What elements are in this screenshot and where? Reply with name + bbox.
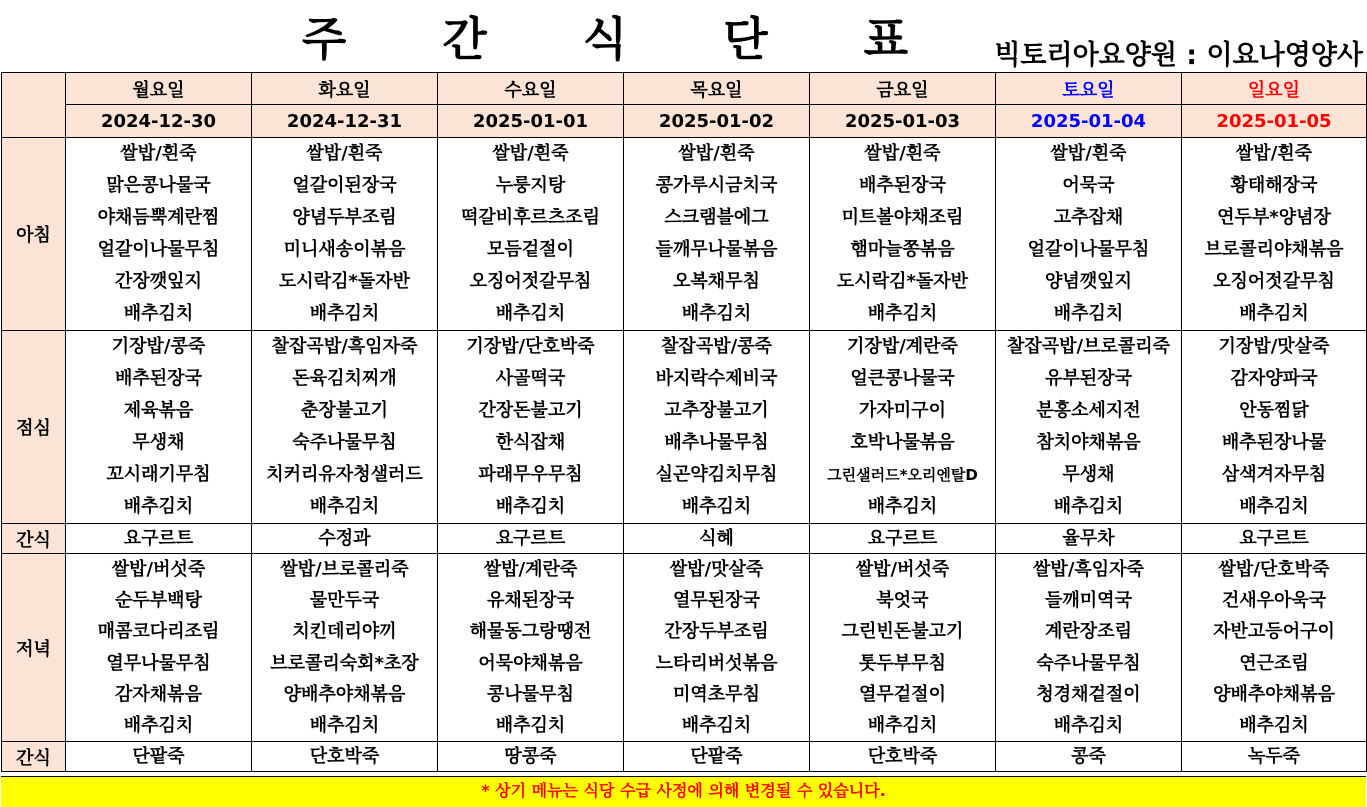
menu-item: 바지락수제비국 <box>655 368 778 389</box>
menu-item: 쌀밥/맛살죽 <box>669 559 764 580</box>
snack-item: 땅콩죽 <box>438 742 624 772</box>
snack-item: 요구르트 <box>1182 524 1367 554</box>
menu-item: 북엇국 <box>876 590 929 612</box>
menu-item: 간장깻잎지 <box>115 271 202 292</box>
snack-item: 수정과 <box>252 524 438 554</box>
menu-item: 숙주나물무침 <box>292 432 397 453</box>
menu-item: 가자미구이 <box>859 400 946 421</box>
day-name: 금요일 <box>810 73 996 105</box>
menu-item: 감자양파국 <box>1230 368 1318 389</box>
menu-item: 치킨데리야끼 <box>292 621 397 643</box>
menu-item: 돈육김치찌개 <box>292 368 397 389</box>
menu-item: 그린빈돈불고기 <box>841 621 964 643</box>
date-row <box>2 105 1367 138</box>
menu-item: 열무겉절이 <box>859 683 946 705</box>
menu-item: 호박나물볶음 <box>850 432 955 453</box>
menu-item: 찰잡곡밥/흑임자죽 <box>271 336 418 357</box>
menu-item: 스크램블에그 <box>664 207 769 228</box>
menu-item: 양념깻잎지 <box>1045 271 1132 292</box>
breakfast-menu-cell <box>1182 138 1367 331</box>
menu-item: 연근조림 <box>1239 652 1309 674</box>
day-name: 월요일 <box>66 73 252 105</box>
menu-item: 황태해장국 <box>1230 175 1318 196</box>
menu-item: 도시락김*돌자반 <box>278 271 411 292</box>
day-name-row <box>2 73 1367 105</box>
menu-item: 양배추야채볶음 <box>1213 683 1335 705</box>
menu-item: 배추김치 <box>1053 496 1124 517</box>
menu-item: 유채된장국 <box>487 590 574 612</box>
day-name: 화요일 <box>252 73 438 105</box>
menu-item: 무생채 <box>1062 464 1115 485</box>
dinner-menu-cell <box>66 554 252 742</box>
menu-item: 감자채볶음 <box>115 683 202 705</box>
menu-item: 자반고등어구이 <box>1213 621 1335 643</box>
menu-item: 배추김치 <box>1053 714 1124 736</box>
weekly-menu-table <box>1 72 1367 772</box>
menu-item: 치커리유자청샐러드 <box>266 464 423 485</box>
date: 2024-12-31 <box>252 105 438 138</box>
lunch-label: 점심 <box>2 331 66 524</box>
snack-item: 단호박죽 <box>810 742 996 772</box>
menu-item: 간장두부조림 <box>664 621 769 643</box>
menu-item: 미트볼야채조림 <box>841 207 964 228</box>
snack-item: 요구르트 <box>810 524 996 554</box>
menu-item: 콩나물무침 <box>487 683 574 705</box>
menu-item: 숙주나물무침 <box>1036 652 1141 674</box>
menu-item: 참치야채볶음 <box>1036 432 1141 453</box>
menu-item: 햄마늘쫑볶음 <box>850 239 955 260</box>
menu-item: 배추김치 <box>123 714 194 736</box>
menu-item: 맑은콩나물국 <box>106 175 211 196</box>
menu-item: 연두부*양념장 <box>1217 207 1331 228</box>
snack-item: 단팥죽 <box>66 742 252 772</box>
menu-item: 들깨미역국 <box>1045 590 1132 612</box>
menu-item: 콩가루시금치국 <box>655 175 778 196</box>
menu-item: 오징어젓갈무침 <box>1213 271 1335 292</box>
menu-item: 쌀밥/계란죽 <box>483 559 578 580</box>
menu-item: 쌀밥/흰죽 <box>120 143 197 164</box>
snack-item: 콩죽 <box>996 742 1182 772</box>
day-name: 목요일 <box>624 73 810 105</box>
menu-item: 쌀밥/브로콜리죽 <box>280 559 409 580</box>
menu-item: 배추된장국 <box>115 368 202 389</box>
dinner-menu-cell <box>624 554 810 742</box>
menu-item: 브로콜리숙회*초장 <box>270 652 419 674</box>
breakfast-menu-cell <box>252 138 438 331</box>
menu-item: 청경채겉절이 <box>1036 683 1141 705</box>
snack-item: 녹두죽 <box>1182 742 1367 772</box>
dinner-menu-cell <box>1182 554 1367 742</box>
date: 2024-12-30 <box>66 105 252 138</box>
menu-item: 배추김치 <box>681 496 752 517</box>
menu-item: 쌀밥/단호박죽 <box>1218 559 1330 580</box>
menu-item: 안동찜닭 <box>1239 400 1309 421</box>
breakfast-menu-cell <box>66 138 252 331</box>
breakfast-menu-cell <box>438 138 624 331</box>
menu-item: 배추김치 <box>309 714 380 736</box>
snack-item: 요구르트 <box>438 524 624 554</box>
menu-item: 얼큰콩나물국 <box>850 368 955 389</box>
breakfast-row <box>2 138 1367 331</box>
menu-item: 얼갈이나물무침 <box>1027 239 1150 260</box>
breakfast-menu-cell <box>810 138 996 331</box>
snack-item: 요구르트 <box>66 524 252 554</box>
notice-banner: * 상기 메뉴는 식당 수급 사정에 의해 변경될 수 있습니다. <box>1 776 1366 807</box>
menu-item: 배추김치 <box>495 496 566 517</box>
menu-item: 배추김치 <box>495 714 566 736</box>
breakfast-menu-cell <box>624 138 810 331</box>
menu-item: 순두부백탕 <box>115 590 202 612</box>
menu-item: 기장밥/콩죽 <box>111 336 206 357</box>
menu-item: 파래무우무침 <box>478 464 583 485</box>
menu-item: 쌀밥/흑임자죽 <box>1033 559 1144 580</box>
menu-item: 꼬시래기무침 <box>106 464 211 485</box>
menu-item: 야채듬뿍계란찜 <box>97 207 220 228</box>
menu-item: 배추된장나물 <box>1221 432 1327 453</box>
day-name-sunday: 일요일 <box>1182 73 1367 105</box>
menu-item: 모듬겉절이 <box>487 239 574 260</box>
menu-item: 배추김치 <box>495 303 566 324</box>
lunch-menu-cell <box>996 331 1182 524</box>
snack-item: 단호박죽 <box>252 742 438 772</box>
lunch-row <box>2 331 1367 524</box>
menu-item: 제육볶음 <box>123 400 194 421</box>
snack1-label: 간식 <box>2 524 66 554</box>
menu-item: 양배추야채볶음 <box>283 683 406 705</box>
menu-item: 쌀밥/흰죽 <box>678 143 755 164</box>
menu-item: 쌀밥/버섯죽 <box>111 559 206 580</box>
snack2-label: 간식 <box>2 742 66 772</box>
menu-item: 배추된장국 <box>859 175 946 196</box>
menu-item: 쌀밥/흰죽 <box>1235 143 1313 164</box>
menu-item: 그린샐러드*오리엔탈D <box>827 466 978 484</box>
menu-item: 배추김치 <box>681 303 752 324</box>
date-saturday: 2025-01-04 <box>996 105 1182 138</box>
menu-item: 건새우아욱국 <box>1221 590 1327 612</box>
menu-item: 떡갈비후르츠조림 <box>460 207 601 228</box>
day-name: 수요일 <box>438 73 624 105</box>
menu-item: 쌀밥/흰죽 <box>1050 143 1127 164</box>
menu-item: 얼갈이나물무침 <box>97 239 220 260</box>
menu-item: 배추김치 <box>867 496 938 517</box>
breakfast-menu-cell <box>996 138 1182 331</box>
snack-item: 단팥죽 <box>624 742 810 772</box>
menu-item: 배추김치 <box>123 496 194 517</box>
menu-item: 배추김치 <box>1053 303 1124 324</box>
date: 2025-01-01 <box>438 105 624 138</box>
menu-item: 기장밥/단호박죽 <box>466 336 595 357</box>
menu-item: 들깨무나물볶음 <box>655 239 778 260</box>
menu-item: 계란장조림 <box>1045 621 1132 643</box>
corner-cell <box>2 73 66 138</box>
menu-item: 미니새송이볶음 <box>283 239 406 260</box>
menu-item: 느타리버섯볶음 <box>655 652 778 674</box>
lunch-menu-cell <box>66 331 252 524</box>
menu-item: 찰잡곡밥/브로콜리죽 <box>1006 336 1171 357</box>
menu-item: 도시락김*돌자반 <box>836 271 969 292</box>
menu-item: 쌀밥/흰죽 <box>306 143 383 164</box>
menu-item: 미역초무침 <box>673 683 760 705</box>
menu-item: 한식잡채 <box>495 432 566 453</box>
menu-item: 배추김치 <box>309 496 380 517</box>
menu-item: 실곤약김치무침 <box>655 464 778 485</box>
dinner-label: 저녁 <box>2 554 66 742</box>
menu-item: 배추김치 <box>681 714 752 736</box>
menu-item: 고추장불고기 <box>664 400 769 421</box>
menu-item: 배추김치 <box>1239 496 1309 517</box>
menu-item: 사골떡국 <box>495 368 566 389</box>
page-title: 주 간 식 단 표 <box>301 12 949 66</box>
facility-name: 빅토리아요양원 : 이요나영양사 <box>994 40 1363 71</box>
menu-item: 배추나물무침 <box>664 432 769 453</box>
menu-item: 매콤코다리조림 <box>97 621 220 643</box>
menu-item: 배추김치 <box>309 303 380 324</box>
lunch-menu-cell <box>1182 331 1367 524</box>
lunch-menu-cell <box>252 331 438 524</box>
lunch-menu-cell <box>624 331 810 524</box>
menu-item: 기장밥/맛살죽 <box>1218 336 1330 357</box>
menu-item: 삼색겨자무침 <box>1221 464 1327 485</box>
menu-item: 찰잡곡밥/콩죽 <box>661 336 772 357</box>
dinner-menu-cell <box>810 554 996 742</box>
menu-item: 누룽지탕 <box>495 175 566 196</box>
menu-item: 브로콜리야채볶음 <box>1204 239 1344 260</box>
menu-item: 열무나물무침 <box>106 652 211 674</box>
dinner-row <box>2 554 1367 742</box>
menu-item: 얼갈이된장국 <box>292 175 397 196</box>
menu-item: 오징어젓갈무침 <box>469 271 592 292</box>
menu-item: 쌀밥/버섯죽 <box>855 559 950 580</box>
date-sunday: 2025-01-05 <box>1182 105 1367 138</box>
lunch-menu-cell <box>438 331 624 524</box>
menu-item: 쌀밥/흰죽 <box>864 143 941 164</box>
menu-item: 배추김치 <box>123 303 194 324</box>
menu-item: 배추김치 <box>867 303 938 324</box>
menu-item: 해물동그랑땡전 <box>469 621 592 643</box>
menu-item: 열무된장국 <box>673 590 760 612</box>
menu-item: 어묵국 <box>1062 175 1115 196</box>
menu-item: 오복채무침 <box>673 271 760 292</box>
snack-item: 식혜 <box>624 524 810 554</box>
date: 2025-01-02 <box>624 105 810 138</box>
menu-item: 양념두부조림 <box>292 207 397 228</box>
menu-item: 고추잡채 <box>1053 207 1124 228</box>
menu-item: 유부된장국 <box>1045 368 1132 389</box>
menu-item: 톳두부무침 <box>859 652 946 674</box>
dinner-menu-cell <box>438 554 624 742</box>
snack-item: 율무차 <box>996 524 1182 554</box>
menu-item: 배추김치 <box>1239 714 1309 736</box>
date: 2025-01-03 <box>810 105 996 138</box>
menu-item: 기장밥/계란죽 <box>847 336 958 357</box>
menu-item: 간장돈불고기 <box>478 400 583 421</box>
snack2-row <box>2 742 1367 772</box>
menu-item: 춘장불고기 <box>301 400 388 421</box>
menu-item: 무생채 <box>132 432 185 453</box>
breakfast-label: 아침 <box>2 138 66 331</box>
menu-item: 쌀밥/흰죽 <box>492 143 569 164</box>
menu-item: 분홍소세지전 <box>1036 400 1141 421</box>
menu-item: 어묵야채볶음 <box>478 652 583 674</box>
menu-item: 배추김치 <box>1239 303 1309 324</box>
dinner-menu-cell <box>996 554 1182 742</box>
dinner-menu-cell <box>252 554 438 742</box>
menu-item: 물만두국 <box>309 590 380 612</box>
snack1-row <box>2 524 1367 554</box>
day-name-saturday: 토요일 <box>996 73 1182 105</box>
menu-item: 배추김치 <box>867 714 938 736</box>
lunch-menu-cell <box>810 331 996 524</box>
